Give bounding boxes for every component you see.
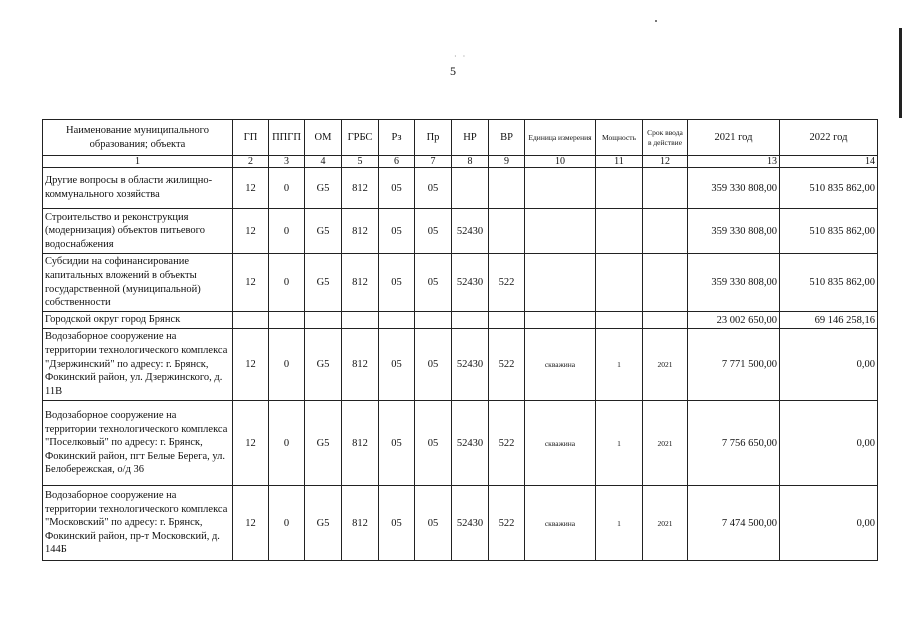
cell-capacity (596, 209, 643, 254)
cell-ppgp (269, 312, 305, 329)
col-number: 7 (415, 156, 452, 168)
cell-ppgp: 0 (269, 254, 305, 312)
cell-name: Водозаборное сооружение на территории технологического комплекса "Поселковый" по адресу: г. Брянск, Фокинский район, пгт Белые Берега, ул. Белобережская, о/д 36 (43, 401, 233, 486)
cell-capacity (596, 254, 643, 312)
cell-rz: 05 (379, 329, 415, 401)
cell-unit (525, 168, 596, 209)
cell-nr: 52430 (452, 486, 489, 561)
cell-grbs: 812 (342, 401, 379, 486)
col-number: 13 (688, 156, 780, 168)
cell-ppgp: 0 (269, 329, 305, 401)
col-header-rz: Рз (379, 120, 415, 156)
page-number: 5 (450, 64, 456, 78)
cell-rz (379, 312, 415, 329)
budget-table (42, 119, 878, 561)
cell-commissioning (643, 312, 688, 329)
cell-unit (525, 312, 596, 329)
cell-nr (452, 168, 489, 209)
cell-unit: скважина (525, 401, 596, 486)
table-row (43, 168, 878, 209)
cell-om (305, 312, 342, 329)
table-row (43, 209, 878, 254)
col-header-unit: Единица измерения (525, 120, 596, 156)
cell-rz: 05 (379, 401, 415, 486)
cell-pr: 05 (415, 168, 452, 209)
cell-capacity (596, 168, 643, 209)
cell-om: G5 (305, 168, 342, 209)
table-row (43, 401, 878, 486)
cell-rz: 05 (379, 486, 415, 561)
cell-grbs: 812 (342, 486, 379, 561)
cell-unit (525, 209, 596, 254)
cell-2022: 0,00 (780, 486, 878, 561)
cell-gp: 12 (233, 254, 269, 312)
cell-vr: 522 (489, 254, 525, 312)
cell-pr: 05 (415, 254, 452, 312)
cell-ppgp: 0 (269, 486, 305, 561)
cell-om: G5 (305, 254, 342, 312)
cell-om: G5 (305, 401, 342, 486)
cell-capacity: 1 (596, 401, 643, 486)
cell-nr: 52430 (452, 254, 489, 312)
col-number: 14 (780, 156, 878, 168)
cell-2021: 359 330 808,00 (688, 209, 780, 254)
table-row (43, 329, 878, 401)
cell-grbs: 812 (342, 329, 379, 401)
cell-2021: 23 002 650,00 (688, 312, 780, 329)
cell-grbs: 812 (342, 168, 379, 209)
cell-rz: 05 (379, 209, 415, 254)
cell-pr: 05 (415, 401, 452, 486)
cell-om: G5 (305, 209, 342, 254)
col-header-nr: НР (452, 120, 489, 156)
cell-name: Субсидии на софинансирование капитальных вложений в объекты государственной (муниципальной) собственности (43, 254, 233, 312)
cell-grbs (342, 312, 379, 329)
cell-gp: 12 (233, 486, 269, 561)
cell-ppgp: 0 (269, 401, 305, 486)
cell-gp (233, 312, 269, 329)
cell-2022: 510 835 862,00 (780, 254, 878, 312)
cell-name: Другие вопросы в области жилищно-коммунального хозяйства (43, 168, 233, 209)
col-header-commissioning: Срок ввода в действие (643, 120, 688, 156)
cell-pr (415, 312, 452, 329)
cell-2021: 7 756 650,00 (688, 401, 780, 486)
cell-om: G5 (305, 486, 342, 561)
cell-2022: 0,00 (780, 401, 878, 486)
cell-2022: 510 835 862,00 (780, 209, 878, 254)
col-header-om: ОМ (305, 120, 342, 156)
cell-unit (525, 254, 596, 312)
cell-pr: 05 (415, 486, 452, 561)
col-number: 6 (379, 156, 415, 168)
col-number: 8 (452, 156, 489, 168)
table-row (43, 312, 878, 329)
cell-2021: 359 330 808,00 (688, 254, 780, 312)
col-number: 9 (489, 156, 525, 168)
cell-commissioning (643, 254, 688, 312)
col-header-name: Наименование муниципального образования; объекта (43, 120, 233, 156)
col-header-ppgp: ППГП (269, 120, 305, 156)
col-number: 1 (43, 156, 233, 168)
cell-commissioning (643, 168, 688, 209)
col-header-gp: ГП (233, 120, 269, 156)
cell-vr (489, 168, 525, 209)
cell-grbs: 812 (342, 209, 379, 254)
col-number: 2 (233, 156, 269, 168)
cell-rz: 05 (379, 168, 415, 209)
scan-speck (655, 20, 657, 22)
col-number: 11 (596, 156, 643, 168)
cell-pr: 05 (415, 209, 452, 254)
cell-2022: 510 835 862,00 (780, 168, 878, 209)
col-number: 4 (305, 156, 342, 168)
cell-name: Строительство и реконструкция (модернизация) объектов питьевого водоснабжения (43, 209, 233, 254)
col-header-pr: Пр (415, 120, 452, 156)
col-header-vr: ВР (489, 120, 525, 156)
scan-dots: · · (454, 52, 468, 61)
cell-2021: 359 330 808,00 (688, 168, 780, 209)
cell-commissioning: 2021 (643, 401, 688, 486)
cell-2022: 69 146 258,16 (780, 312, 878, 329)
cell-name: Городской округ город Брянск (43, 312, 233, 329)
cell-2021: 7 474 500,00 (688, 486, 780, 561)
col-header-2022: 2022 год (780, 120, 878, 156)
cell-ppgp: 0 (269, 209, 305, 254)
table-row (43, 254, 878, 312)
header-row (43, 120, 878, 156)
cell-capacity: 1 (596, 486, 643, 561)
cell-gp: 12 (233, 209, 269, 254)
cell-unit: скважина (525, 329, 596, 401)
col-number: 10 (525, 156, 596, 168)
cell-nr (452, 312, 489, 329)
cell-vr: 522 (489, 329, 525, 401)
cell-gp: 12 (233, 329, 269, 401)
cell-commissioning (643, 209, 688, 254)
cell-commissioning: 2021 (643, 329, 688, 401)
cell-2021: 7 771 500,00 (688, 329, 780, 401)
col-header-capacity: Мощность (596, 120, 643, 156)
cell-ppgp: 0 (269, 168, 305, 209)
cell-gp: 12 (233, 168, 269, 209)
cell-gp: 12 (233, 401, 269, 486)
col-number: 5 (342, 156, 379, 168)
cell-name: Водозаборное сооружение на территории технологического комплекса "Дзержинский" по адресу: г. Брянск, Фокинский район, ул. Дзержинского, д. 11В (43, 329, 233, 401)
cell-pr: 05 (415, 329, 452, 401)
cell-commissioning: 2021 (643, 486, 688, 561)
cell-vr: 522 (489, 401, 525, 486)
cell-vr (489, 312, 525, 329)
cell-rz: 05 (379, 254, 415, 312)
cell-grbs: 812 (342, 254, 379, 312)
col-number: 3 (269, 156, 305, 168)
column-number-row (43, 156, 878, 168)
cell-capacity: 1 (596, 329, 643, 401)
cell-nr: 52430 (452, 329, 489, 401)
cell-vr (489, 209, 525, 254)
cell-nr: 52430 (452, 401, 489, 486)
col-header-2021: 2021 год (688, 120, 780, 156)
cell-unit: скважина (525, 486, 596, 561)
cell-om: G5 (305, 329, 342, 401)
table-row (43, 486, 878, 561)
cell-nr: 52430 (452, 209, 489, 254)
col-header-grbs: ГРБС (342, 120, 379, 156)
cell-vr: 522 (489, 486, 525, 561)
scan-edge-line (899, 28, 902, 118)
col-number: 12 (643, 156, 688, 168)
cell-name: Водозаборное сооружение на территории технологического комплекса "Московский" по адресу: г. Брянск, Фокинский район, пр-т Московский, д. 144Б (43, 486, 233, 561)
cell-capacity (596, 312, 643, 329)
cell-2022: 0,00 (780, 329, 878, 401)
